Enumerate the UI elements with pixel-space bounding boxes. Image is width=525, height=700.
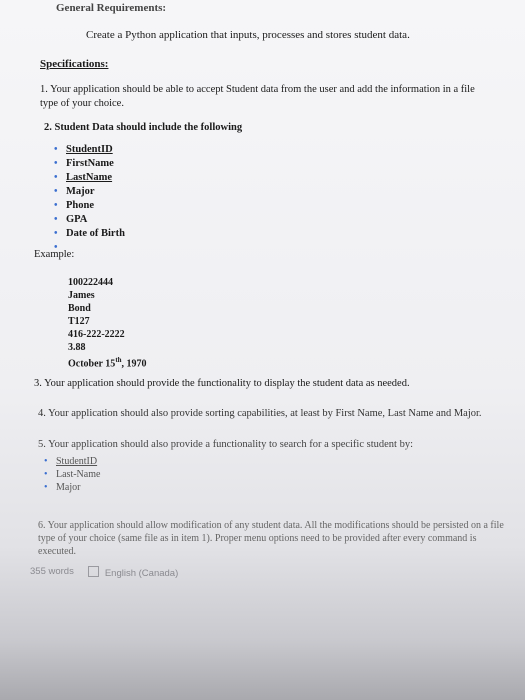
example-date-of-birth [68, 354, 147, 370]
example-record [68, 276, 147, 370]
status-bar [30, 566, 178, 579]
requirement-4: 4. Your application should also provide sorting capabilities, at least by First Name, Last Name and Major. [38, 408, 482, 419]
requirement-5: 5. Your application should also provide a functionality to search for a specific student by: [38, 439, 414, 450]
requirement-2: 2. Student Data should include the following [44, 122, 243, 133]
example-last-name: Bond [68, 303, 91, 314]
example-student-id: 100222444 [68, 277, 113, 288]
word-count[interactable]: 355 words [30, 566, 74, 577]
list-item: • StudentID [66, 143, 125, 157]
list-item: • Date of Birth [66, 227, 125, 241]
list-item: • Last-Name [56, 468, 100, 481]
search-fields-list [56, 455, 100, 494]
list-item: • Major [66, 185, 125, 199]
example-label: Example: [34, 249, 75, 260]
example-first-name: James [68, 290, 95, 301]
requirement-3: 3. Your application should provide the functionality to display the student data as needed. [34, 378, 410, 389]
assignment-description: Create a Python application that inputs, processes and stores student data. [86, 29, 410, 41]
requirement-6: 6. Your application should allow modification of any student data. All the modifications should be persisted on a file type of your choice (same file as in item 1). Proper menu options need to be provided after every command is executed. [38, 520, 504, 557]
dob-day: October 15 [68, 358, 116, 370]
list-item: • GPA [66, 213, 125, 227]
example-gpa: 3.88 [68, 342, 86, 353]
list-item: • FirstName [66, 157, 125, 171]
list-item: • Major [56, 481, 100, 494]
desk-surface [0, 640, 525, 700]
general-requirements-heading: General Requirements: [56, 2, 167, 14]
list-item: • Phone [66, 199, 125, 213]
list-item: • LastName [66, 171, 125, 185]
student-fields-list [52, 143, 125, 255]
dob-year: , 1970 [121, 358, 147, 370]
list-item: • StudentID [56, 455, 100, 468]
empty-list-item [66, 241, 125, 255]
dob-suffix: th [115, 356, 122, 364]
requirement-1: 1. Your application should be able to accept Student data from the user and add the information in a file type of your choice. [40, 84, 475, 109]
language-indicator[interactable] [88, 566, 178, 579]
example-major: T127 [68, 316, 90, 327]
example-phone: 416-222-2222 [68, 329, 125, 340]
specifications-heading: Specifications: [40, 58, 109, 70]
proofing-icon [88, 566, 99, 577]
language-label: English (Canada) [104, 568, 179, 579]
